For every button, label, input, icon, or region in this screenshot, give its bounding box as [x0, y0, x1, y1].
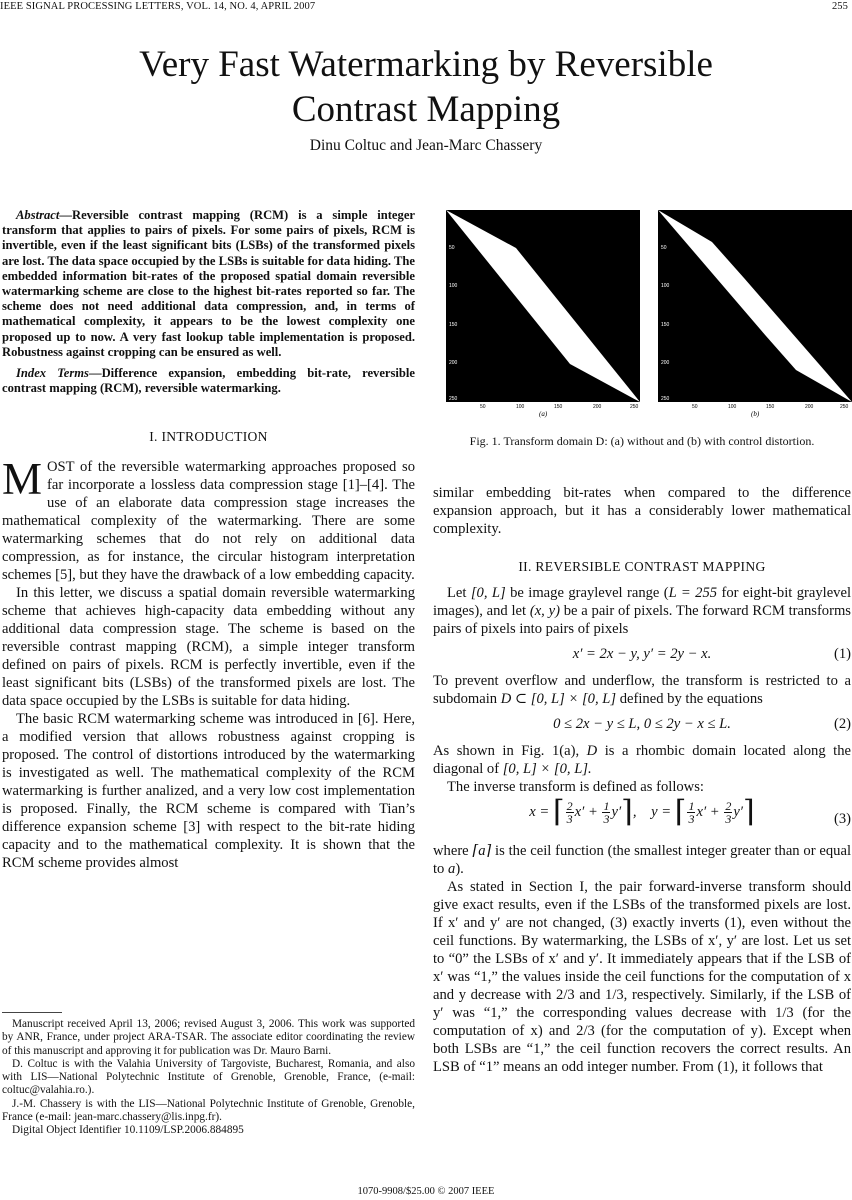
rcm-paragraph-5 — [433, 842, 851, 878]
fraction — [687, 800, 695, 825]
text: As shown in Fig. 1(a), — [433, 743, 580, 759]
equation-3-number: (3) — [833, 811, 851, 827]
text: is the ceil function (the smallest integer greater than or equal to — [433, 843, 852, 877]
panel-a-y-tick: 150 — [449, 322, 458, 328]
section-numeral: I. — [149, 429, 158, 445]
ceil-open: ⌈ — [552, 795, 565, 829]
footnote-manuscript: Manuscript received April 13, 2006; revised August 3, 2006. This work was supported by ANR, France, under project ARA-TSAR. The associate editor coordinating the review of this manuscript and approving it for publication was Dr. Mauro Barni. — [2, 1018, 415, 1057]
intro-paragraph-4: similar embedding bit-rates when compared to the difference expansion approach, but it has a considerably lower mathematical complexity. — [433, 485, 851, 537]
panel-a-x-tick: 200 — [593, 404, 602, 410]
numerator: 1 — [603, 799, 610, 813]
equation-3 — [433, 796, 851, 842]
equation-2-number: (2) — [833, 716, 851, 732]
panel-a-y-tick: 250 — [449, 396, 458, 402]
section-heading-rest: NTRODUCTION — [166, 429, 268, 445]
section-heading-introduction — [2, 428, 415, 446]
math-inline: D ⊂ [0, L] × [0, L] — [500, 691, 617, 707]
running-header: IEEE SIGNAL PROCESSING LETTERS, VOL. 14, NO. 4, APRIL 2007 — [0, 1, 316, 12]
abstract — [2, 208, 415, 360]
math-inline: (x, y) — [529, 603, 560, 619]
right-column — [433, 484, 851, 1076]
fraction — [602, 800, 610, 825]
equation-1-body: x′ = 2x − y, y′ = 2y − x. — [572, 646, 712, 662]
text: defined by the equations — [619, 691, 763, 707]
text: Let — [447, 585, 467, 601]
ceil-open: ⌈ — [674, 795, 687, 829]
math-inline: D — [586, 743, 598, 759]
figure-panel-a — [446, 210, 640, 418]
section-numeral: II. — [518, 559, 532, 574]
text: where — [433, 843, 469, 859]
section-heading-initial: I — [161, 429, 167, 445]
fraction — [724, 800, 732, 825]
rcm-paragraph-6: As stated in Section I, the pair forward-inverse transform should give exact results, even if the LSBs of the transformed pixels are lost. If x′ and y′ are not changed, (3) exactly inverts (1), even without the ceil functions. By watermarking, the LSBs of x′, y′ are lost. Let us set to “0” the LSBs of x′ and y′. It immediately appears that if the LSB of x′ was “1,” the values inside the ceil functions for the computation of x and y decrease with 2/3 and 1/3, respectively. Similarly, if the LSB of y′ was “1,” the corresponding values decrease with 1/3 (for the computation of x) and 2/3 (for the computation of y). Except when both LSBs are “1,” the ceil function recovers the correct results. An LSB of “1” means an odd integer number. From (1), it follows that — [433, 879, 851, 1075]
panel-b-y-tick: 100 — [661, 283, 670, 289]
text: be image graylevel range ( — [510, 585, 669, 601]
math-inline: ⌈a⌉ — [472, 843, 492, 859]
ceil-close: ⌉ — [742, 795, 755, 829]
panel-b-label: (b) — [751, 410, 760, 418]
numerator: 1 — [688, 799, 695, 813]
panel-b-x-tick: 250 — [840, 404, 849, 410]
rcm-paragraph-3 — [433, 742, 851, 778]
math-inline: [0, L] × [0, L]. — [502, 761, 592, 777]
rcm-paragraph-4: The inverse transform is defined as follows: — [447, 779, 704, 795]
drop-cap: M — [2, 454, 43, 505]
panel-a-x-ticks — [480, 404, 639, 410]
figure-1-plots — [444, 208, 852, 434]
footnote-doi: Digital Object Identifier 10.1109/LSP.2006.884895 — [12, 1124, 244, 1137]
panel-b-x-tick: 100 — [728, 404, 737, 410]
denominator: 3 — [725, 812, 732, 826]
title-line-2: Contrast Mapping — [291, 89, 561, 130]
panel-b-x-tick: 150 — [766, 404, 775, 410]
index-terms-label: Index Terms — [16, 366, 89, 381]
footnote-chassery: J.-M. Chassery is with the LIS—National Polytechnic Institute of Grenoble, Grenoble, France (e-mail: jean-marc.chassery@lis.inpg.fr). — [2, 1097, 415, 1124]
heading-rest: EVERSIBLE — [544, 559, 621, 574]
left-column — [2, 208, 415, 872]
numerator: 2 — [725, 799, 732, 813]
figure-caption: Fig. 1. Transform domain D: (a) without and (b) with control distortion. — [469, 434, 815, 448]
panel-a-label: (a) — [539, 410, 548, 418]
index-terms-text: —Difference expansion, embedding bit-rate, reversible contrast mapping (RCM), reversible watermarking. — [2, 366, 416, 396]
authors: Dinu Coltuc and Jean-Marc Chassery — [309, 137, 543, 154]
panel-a-x-tick: 250 — [630, 404, 639, 410]
denominator: 3 — [603, 812, 610, 826]
text: ). — [455, 861, 464, 877]
equation-1-number: (1) — [833, 646, 851, 662]
heading-initial: M — [702, 559, 715, 574]
numerator: 2 — [566, 799, 573, 813]
paper-title — [0, 42, 852, 132]
panel-b-y-tick: 150 — [661, 322, 670, 328]
panel-a-x-tick: 100 — [516, 404, 525, 410]
copyright-footer: 1070-9908/$25.00 © 2007 IEEE — [357, 1186, 495, 1197]
panel-a-x-tick: 150 — [554, 404, 563, 410]
text: is a rhombic domain located along the diagonal of — [433, 743, 851, 777]
rcm-paragraph-2 — [433, 672, 851, 708]
equation-3-body: x = ⌈ $\frac{2}{3}$ x′ + $\frac{1}{3}$ y′⌉, y = ⌈ $\frac{1}{3}$ x′ + $\frac{2}{3}$ y′⌉ — [529, 795, 755, 829]
text: be a pair of pixels. The forward RCM transforms pairs of pixels into pairs of pixels — [433, 603, 851, 637]
panel-b-x-tick: 50 — [692, 404, 698, 410]
fraction — [566, 800, 574, 825]
panel-b-y-tick: 50 — [661, 245, 667, 251]
rcm-paragraph-1 — [433, 584, 851, 638]
figure-panel-b — [658, 210, 852, 418]
panel-b-x-tick: 200 — [805, 404, 814, 410]
footnote-coltuc: D. Coltuc is with the Valahia University of Targoviste, Bucharest, Romania, and also with LIS—National Polytechnic Institute of Grenoble, Grenoble, France, (e-mail: coltuc@valahia.ro.). — [2, 1057, 415, 1097]
section-heading-rcm — [433, 558, 851, 576]
heading-initial: R — [535, 559, 545, 574]
abstract-label: Abstract — [16, 208, 60, 222]
index-terms — [2, 366, 415, 396]
denominator: 3 — [566, 812, 573, 826]
heading-rest: ONTRAST — [633, 559, 699, 574]
intro-paragraph-2: In this letter, we discuss a spatial domain reversible watermarking scheme that achieves high-capacity data embedding without any additional data compression stage. The scheme is based on the reversible contrast mapping (RCM), a simple integer transform defined on pairs of pixels. RCM is perfectly invertible, even if the least significant bits (LSBs) of the transformed pixels are lost. The data space occupied by the LSBs is suitable for data hiding. — [2, 585, 415, 710]
equation-2 — [433, 708, 851, 742]
intro-paragraph-1-text: OST of the reversible watermarking approaches proposed so far incorporate a lossless data compression stage [1]–[4]. The use of an elaborate data compression stage increases the mathematical complexity of the watermarking. There are some watermarking schemes that do not rely on additional data compression, as for instance, the circular histogram interpretation schemes [5], but they have the drawback of a low embedding capacity. — [2, 459, 415, 584]
footnote-rule — [2, 1012, 62, 1013]
panel-a-x-tick: 50 — [480, 404, 486, 410]
panel-a-y-tick: 200 — [449, 360, 458, 366]
panel-b-x-ticks — [692, 404, 849, 410]
footnotes — [2, 1018, 415, 1138]
equation-2-body: 0 ≤ 2x − y ≤ L, 0 ≤ 2y − x ≤ L. — [553, 716, 731, 732]
figure-1 — [444, 208, 852, 434]
abstract-text: —Reversible contrast mapping (RCM) is a simple integer transform that applies to pairs of pixels. For some pairs of pixels, RCM is invertible, even if the least significant bits (LSBs) of the transformed pixels are lost. The data space occupied by the LSBs is suitable for data hiding. The embedded information bit-rates of the proposed spatial domain reversible watermarking scheme are close to the highest bit-rates reported so far. The scheme does not need additional data compression, and, in terms of mathematical complexity, it appears to be the lowest complexity one proposed up to now. A very fast lookup table implementation is proposed. Robustness against cropping can be ensured as well. — [2, 208, 415, 359]
title-line-1: Very Fast Watermarking by Reversible — [139, 44, 713, 85]
intro-paragraph-1 — [2, 454, 415, 584]
intro-paragraph-3: The basic RCM watermarking scheme was introduced in [6]. Here, a modified version that allows robustness against cropping is proposed. The control of distortions introduced by the watermarking is investigated as well. The mathematical complexity of the RCM watermarking is further analized, and a very low cost implementation is proposed. Finally, the RCM scheme is compared with Tian’s difference expansion scheme [3] with respect to the bit-rate hiding capacity and to the mathematical complexity. It is shown that the RCM scheme provides almost — [2, 711, 415, 872]
heading-rest: APPING — [714, 559, 766, 574]
eq3-y-lhs: y = — [651, 803, 672, 820]
ceil-close: ⌉ — [621, 795, 633, 829]
denominator: 3 — [688, 812, 695, 826]
text: To prevent overflow and underflow, the transform is restricted to a subdomain — [433, 673, 851, 707]
text: for eight-bit graylevel images), and let — [433, 585, 852, 619]
heading-initial: C — [624, 559, 634, 574]
panel-a-y-tick: 50 — [449, 245, 455, 251]
panel-a-y-tick: 100 — [449, 283, 458, 289]
equation-1 — [433, 638, 851, 672]
math-inline: [0, L] — [470, 585, 506, 601]
math-inline: L = 255 — [668, 585, 718, 601]
eq3-x-lhs: x = — [529, 803, 550, 820]
panel-b-y-tick: 200 — [661, 360, 670, 366]
math-inline: a — [448, 861, 456, 877]
panel-b-y-tick: 250 — [661, 396, 670, 402]
page-number: 255 — [831, 1, 848, 12]
